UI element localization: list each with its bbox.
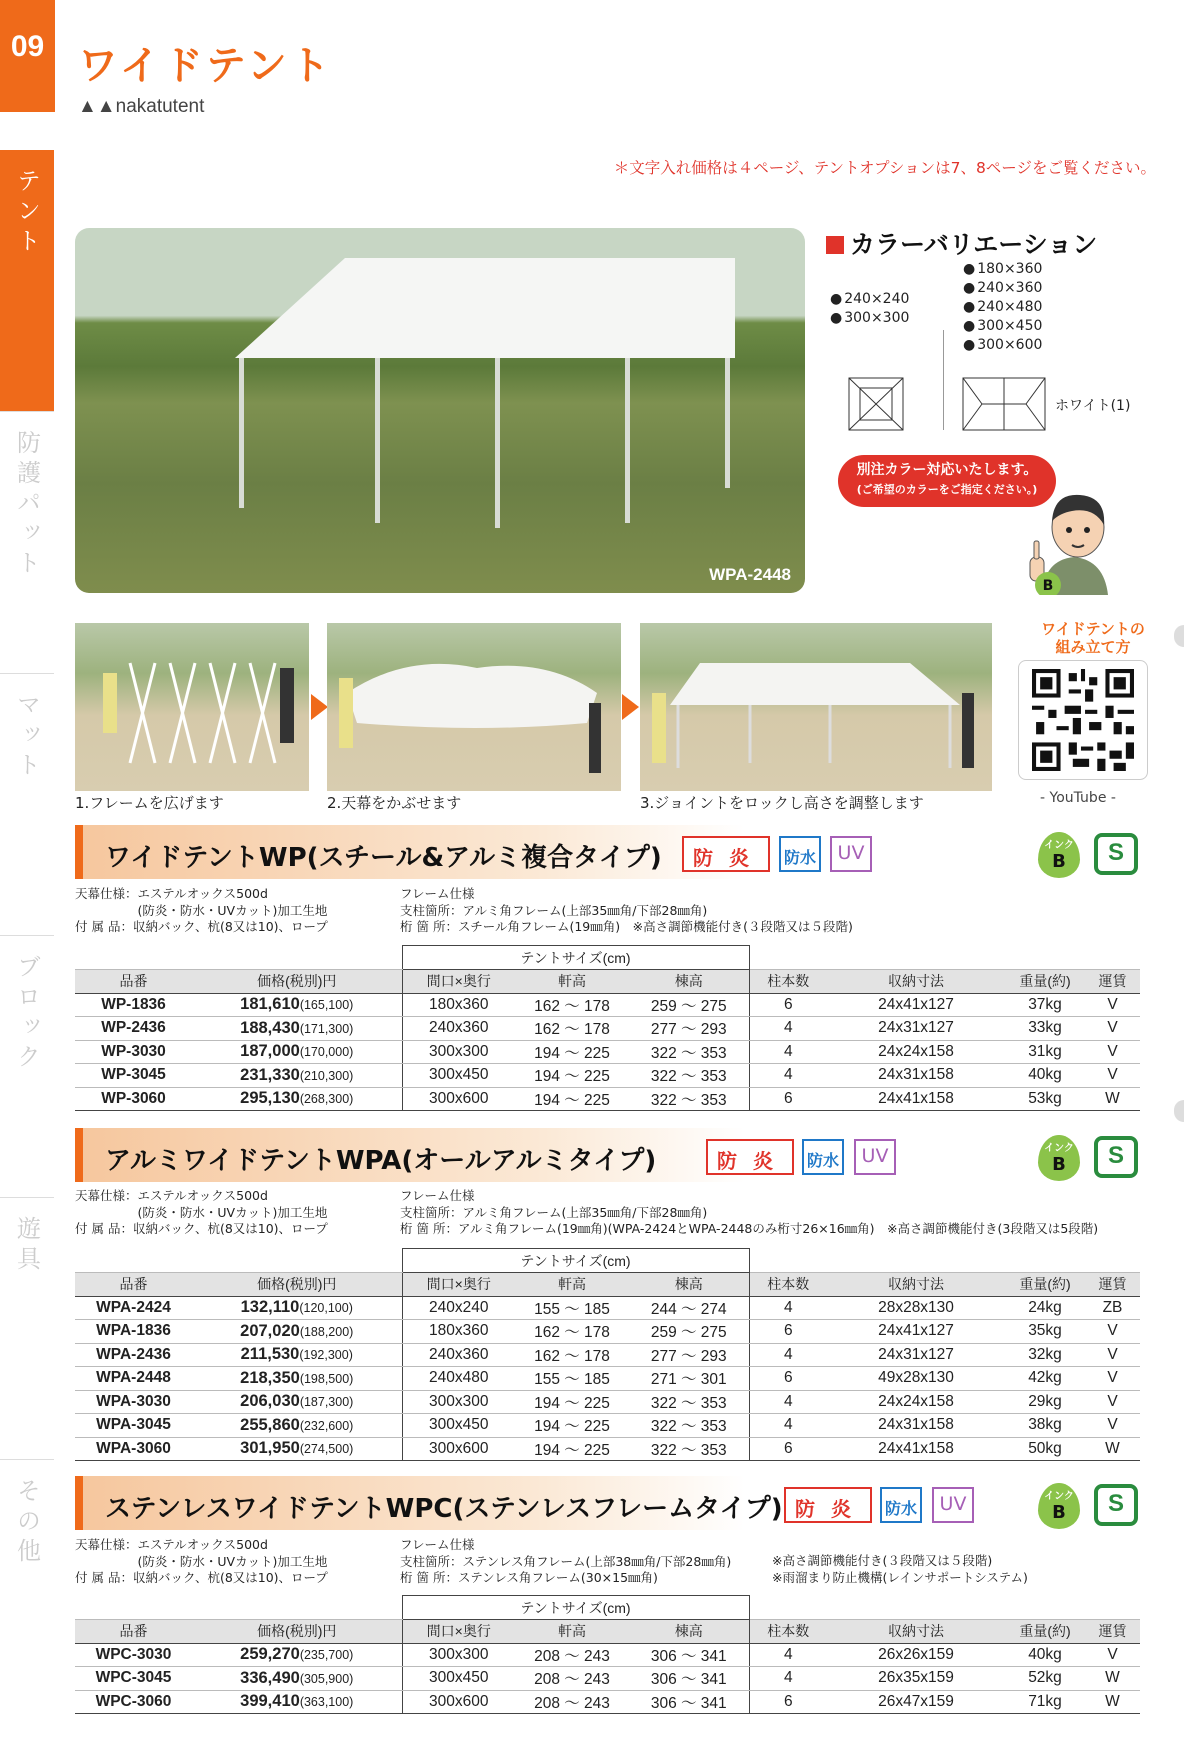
model-cell: WPA-2436 bbox=[75, 1343, 192, 1367]
col-eave: 軒高 bbox=[515, 970, 629, 994]
price-cell bbox=[192, 1437, 402, 1461]
table-row bbox=[75, 1017, 1140, 1041]
span-cell: 240x360 bbox=[402, 1343, 515, 1367]
col-eave: 軒高 bbox=[515, 1620, 629, 1644]
square-tent-diagram bbox=[848, 377, 904, 431]
col-weight: 重量(約) bbox=[1005, 1620, 1085, 1644]
price-excl: (171,300) bbox=[299, 1021, 354, 1036]
section-title-wpc: ステンレスワイドテントWPC(ステンレスフレームタイプ) bbox=[105, 1494, 783, 1524]
ridge-cell: 322 ～ 353 bbox=[629, 1437, 749, 1461]
price-incl: 336,490 bbox=[240, 1668, 300, 1687]
table-row bbox=[75, 1296, 1140, 1320]
mascot-character-icon bbox=[1024, 485, 1124, 595]
price-incl: 259,270 bbox=[240, 1645, 300, 1664]
col-storage: 収納寸法 bbox=[827, 970, 1005, 994]
spec-left-wpc: 天幕仕様：エステルオックス500d (防炎・防水・UVカット)加工生地 付 属 品：収納バック、杭(8又は10)、ロープ bbox=[75, 1537, 328, 1585]
ridge-cell: 277 ～ 293 bbox=[629, 1017, 749, 1041]
price-cell bbox=[192, 1087, 402, 1111]
youtube-qr-code[interactable] bbox=[1018, 660, 1148, 780]
youtube-caption: - YouTube - bbox=[1040, 790, 1116, 806]
ridge-cell: 306 ～ 341 bbox=[629, 1667, 749, 1691]
eave-cell: 162 ～ 178 bbox=[515, 1017, 629, 1041]
page-number: 09 bbox=[0, 0, 55, 112]
span-cell: 240x240 bbox=[402, 1296, 515, 1320]
eave-cell: 194 ～ 225 bbox=[515, 1414, 629, 1438]
s-mark-logo: S bbox=[1094, 1136, 1138, 1178]
eave-cell: 155 ～ 185 bbox=[515, 1296, 629, 1320]
weight-cell: 38kg bbox=[1005, 1414, 1085, 1438]
price-incl: 295,130 bbox=[240, 1089, 300, 1108]
weight-cell: 52kg bbox=[1005, 1667, 1085, 1691]
col-ridge: 棟高 bbox=[629, 970, 749, 994]
model-cell: WPA-3045 bbox=[75, 1414, 192, 1438]
storage-cell: 24x24x158 bbox=[827, 1040, 1005, 1064]
storage-cell: 24x31x158 bbox=[827, 1414, 1005, 1438]
model-cell: WPA-2424 bbox=[75, 1296, 192, 1320]
price-cell bbox=[192, 1343, 402, 1367]
ridge-cell: 322 ～ 353 bbox=[629, 1414, 749, 1438]
table-row bbox=[75, 1437, 1140, 1461]
step1-caption: 1.フレームを広げます bbox=[75, 794, 224, 812]
table-row bbox=[75, 1690, 1140, 1714]
span-cell: 300x600 bbox=[402, 1437, 515, 1461]
storage-cell: 49x28x130 bbox=[827, 1367, 1005, 1391]
col-storage: 収納寸法 bbox=[827, 1620, 1005, 1644]
model-cell: WP-2436 bbox=[75, 1017, 192, 1041]
col-weight: 重量(約) bbox=[1005, 1273, 1085, 1297]
storage-cell: 24x41x158 bbox=[827, 1087, 1005, 1111]
freight-cell: V bbox=[1085, 1414, 1140, 1438]
size-item: ● 240×360 bbox=[963, 279, 1042, 298]
col-ridge: 棟高 bbox=[629, 1620, 749, 1644]
table-wp bbox=[75, 945, 1140, 1111]
main-tent-photo bbox=[75, 228, 805, 593]
arrow-icon bbox=[311, 694, 328, 720]
freight-cell: V bbox=[1085, 1343, 1140, 1367]
storage-cell: 26x26x159 bbox=[827, 1643, 1005, 1667]
side-tabs bbox=[0, 150, 54, 1722]
storage-cell: 24x41x127 bbox=[827, 993, 1005, 1017]
tent-pole bbox=[725, 358, 730, 488]
model-cell: WPA-3060 bbox=[75, 1437, 192, 1461]
price-excl: (192,300) bbox=[299, 1348, 353, 1363]
freight-cell: V bbox=[1085, 1390, 1140, 1414]
price-excl: (274,500) bbox=[299, 1442, 354, 1457]
posts-cell: 6 bbox=[749, 1320, 827, 1344]
eave-cell: 162 ～ 178 bbox=[515, 1343, 629, 1367]
bubble-text: 別注カラー対応いたします。 bbox=[856, 462, 1038, 478]
freight-cell: W bbox=[1085, 1667, 1140, 1691]
size-item: ● 300×300 bbox=[830, 309, 909, 328]
tent-size-group-header: テントサイズ(cm) bbox=[402, 1596, 749, 1620]
weight-cell: 50kg bbox=[1005, 1437, 1085, 1461]
tab-playground[interactable]: 遊具 bbox=[0, 1198, 54, 1460]
flameproof-badge: 防炎 bbox=[784, 1487, 872, 1523]
price-excl: (305,900) bbox=[299, 1671, 354, 1686]
weight-cell: 37kg bbox=[1005, 993, 1085, 1017]
col-eave: 軒高 bbox=[515, 1273, 629, 1297]
posts-cell: 6 bbox=[749, 1087, 827, 1111]
brand-name: nakatutent bbox=[115, 96, 205, 117]
weight-cell: 71kg bbox=[1005, 1690, 1085, 1714]
ink-grade-icon: インク B bbox=[1038, 832, 1080, 878]
table-row bbox=[75, 1064, 1140, 1088]
model-cell: WPA-3030 bbox=[75, 1390, 192, 1414]
ridge-cell: 322 ～ 353 bbox=[629, 1040, 749, 1064]
freight-cell: V bbox=[1085, 1643, 1140, 1667]
bubble-subtext: (ご希望のカラーをご指定ください。) bbox=[856, 483, 1038, 496]
col-model: 品番 bbox=[75, 970, 192, 994]
square-icon bbox=[826, 236, 844, 254]
freight-cell: V bbox=[1085, 1367, 1140, 1391]
uv-badge: UV bbox=[830, 836, 872, 872]
rect-tent-diagram bbox=[962, 377, 1046, 431]
price-incl: 206,030 bbox=[240, 1392, 300, 1411]
span-cell: 300x600 bbox=[402, 1690, 515, 1714]
s-mark-logo: S bbox=[1094, 833, 1138, 875]
price-incl: 231,330 bbox=[240, 1065, 300, 1084]
price-excl: (210,300) bbox=[299, 1068, 354, 1083]
table-row bbox=[75, 1087, 1140, 1111]
ridge-cell: 306 ～ 341 bbox=[629, 1690, 749, 1714]
color-variation-title: カラーバリエーション bbox=[826, 225, 1097, 261]
eave-cell: 194 ～ 225 bbox=[515, 1064, 629, 1088]
freight-cell: V bbox=[1085, 1320, 1140, 1344]
col-freight: 運賃 bbox=[1085, 1620, 1140, 1644]
posts-cell: 4 bbox=[749, 1040, 827, 1064]
price-excl: (187,300) bbox=[299, 1395, 354, 1410]
price-cell bbox=[192, 1296, 402, 1320]
span-cell: 300x450 bbox=[402, 1667, 515, 1691]
col-price: 価格(税別)円 bbox=[192, 1273, 402, 1297]
step2-photo bbox=[327, 623, 621, 791]
weight-cell: 33kg bbox=[1005, 1017, 1085, 1041]
spec-left-wp: 天幕仕様：エステルオックス500d (防炎・防水・UVカット)加工生地 付 属 品：収納バック、杭(8又は10)、ロープ bbox=[75, 886, 328, 934]
ink-grade-icon: インク B bbox=[1038, 1135, 1080, 1181]
span-cell: 240x480 bbox=[402, 1367, 515, 1391]
price-incl: 187,000 bbox=[240, 1042, 300, 1061]
price-excl: (120,100) bbox=[299, 1301, 353, 1316]
svg-text:B: B bbox=[1042, 578, 1054, 594]
table-row bbox=[75, 1643, 1140, 1667]
waterproof-badge: 防水 bbox=[779, 836, 821, 872]
freight-cell: ZB bbox=[1085, 1296, 1140, 1320]
price-cell bbox=[192, 1064, 402, 1088]
price-incl: 181,610 bbox=[240, 995, 300, 1014]
price-cell bbox=[192, 1690, 402, 1714]
freight-cell: V bbox=[1085, 1040, 1140, 1064]
span-cell: 300x300 bbox=[402, 1643, 515, 1667]
price-cell bbox=[192, 1643, 402, 1667]
ink-grade-icon: インク B bbox=[1038, 1483, 1080, 1529]
tent-size-group-header: テントサイズ(cm) bbox=[402, 946, 749, 970]
price-excl: (268,300) bbox=[299, 1092, 354, 1107]
col-freight: 運賃 bbox=[1085, 1273, 1140, 1297]
eave-cell: 194 ～ 225 bbox=[515, 1087, 629, 1111]
weight-cell: 40kg bbox=[1005, 1064, 1085, 1088]
price-note: ＊文字入れ価格は４ページ、テントオプションは7、8ページをご覧ください。 bbox=[613, 159, 1156, 177]
table-row bbox=[75, 1390, 1140, 1414]
posts-cell: 4 bbox=[749, 1667, 827, 1691]
ridge-cell: 277 ～ 293 bbox=[629, 1343, 749, 1367]
tent-pole bbox=[375, 358, 380, 523]
storage-cell: 24x41x158 bbox=[827, 1437, 1005, 1461]
price-excl: (165,100) bbox=[299, 998, 354, 1013]
span-cell: 180x360 bbox=[402, 1320, 515, 1344]
price-cell bbox=[192, 1414, 402, 1438]
spec-left-wpa: 天幕仕様：エステルオックス500d (防炎・防水・UVカット)加工生地 付 属 品：収納バック、杭(8又は10)、ロープ bbox=[75, 1188, 328, 1236]
size-item: ● 300×600 bbox=[963, 336, 1042, 355]
weight-cell: 31kg bbox=[1005, 1040, 1085, 1064]
model-cell: WPC-3045 bbox=[75, 1667, 192, 1691]
size-list-rect bbox=[963, 260, 1042, 355]
price-excl: (232,600) bbox=[299, 1418, 354, 1433]
table-row bbox=[75, 993, 1140, 1017]
col-storage: 収納寸法 bbox=[827, 1273, 1005, 1297]
storage-cell: 24x31x158 bbox=[827, 1064, 1005, 1088]
price-excl: (188,200) bbox=[299, 1324, 354, 1339]
posts-cell: 6 bbox=[749, 1367, 827, 1391]
price-incl: 399,410 bbox=[240, 1692, 300, 1711]
weight-cell: 42kg bbox=[1005, 1367, 1085, 1391]
qr-title: ワイドテントの 組み立て方 bbox=[1041, 620, 1145, 656]
photo-label: WPA-2448 bbox=[709, 565, 791, 584]
qr-code-icon bbox=[1027, 669, 1139, 771]
price-cell bbox=[192, 1320, 402, 1344]
posts-cell: 4 bbox=[749, 1643, 827, 1667]
storage-cell: 24x31x127 bbox=[827, 1343, 1005, 1367]
waterproof-badge: 防水 bbox=[802, 1139, 844, 1175]
storage-cell: 24x31x127 bbox=[827, 1017, 1005, 1041]
s-mark-logo: S bbox=[1094, 1484, 1138, 1526]
posts-cell: 4 bbox=[749, 1064, 827, 1088]
col-model: 品番 bbox=[75, 1273, 192, 1297]
step3-photo bbox=[640, 623, 992, 791]
price-incl: 188,430 bbox=[240, 1018, 300, 1037]
freight-cell: W bbox=[1085, 1437, 1140, 1461]
posts-cell: 6 bbox=[749, 1690, 827, 1714]
col-price: 価格(税別)円 bbox=[192, 1620, 402, 1644]
span-cell: 300x300 bbox=[402, 1040, 515, 1064]
col-model: 品番 bbox=[75, 1620, 192, 1644]
uv-badge: UV bbox=[854, 1139, 896, 1175]
mountain-icon: ▲▲ bbox=[78, 96, 116, 117]
eave-cell: 162 ～ 178 bbox=[515, 993, 629, 1017]
spec-right-wpc: フレーム仕様 支柱箇所：ステンレス角フレーム(上部38㎜角/下部28㎜角) 桁 箇 所：ステンレス角フレーム(30×15㎜角) bbox=[400, 1537, 732, 1585]
storage-cell: 28x28x130 bbox=[827, 1296, 1005, 1320]
price-excl: (235,700) bbox=[299, 1648, 354, 1663]
col-ridge: 棟高 bbox=[629, 1273, 749, 1297]
price-cell bbox=[192, 1667, 402, 1691]
eave-cell: 208 ～ 243 bbox=[515, 1643, 629, 1667]
ridge-cell: 259 ～ 275 bbox=[629, 1320, 749, 1344]
uv-badge: UV bbox=[932, 1487, 974, 1523]
weight-cell: 24kg bbox=[1005, 1296, 1085, 1320]
color-white-label: ホワイト(1) bbox=[1055, 398, 1131, 414]
size-item: ● 180×360 bbox=[963, 260, 1042, 279]
size-item: ● 240×240 bbox=[830, 290, 909, 309]
price-incl: 218,350 bbox=[240, 1368, 300, 1387]
table-wpc bbox=[75, 1595, 1140, 1714]
price-incl: 301,950 bbox=[240, 1439, 300, 1458]
col-span: 間口×奥行 bbox=[402, 1620, 515, 1644]
freight-cell: V bbox=[1085, 1017, 1140, 1041]
tent-pole bbox=[239, 358, 244, 508]
step2-caption: 2.天幕をかぶせます bbox=[327, 794, 462, 812]
page-title: ワイドテント bbox=[78, 43, 333, 89]
waterproof-badge: 防水 bbox=[880, 1487, 922, 1523]
price-incl: 211,530 bbox=[240, 1345, 300, 1364]
table-row bbox=[75, 1320, 1140, 1344]
price-cell bbox=[192, 1367, 402, 1391]
table-row bbox=[75, 1367, 1140, 1391]
price-incl: 255,860 bbox=[240, 1415, 300, 1434]
spec-right-wpa: フレーム仕様 支柱箇所：アルミ角フレーム(上部35㎜角/下部28㎜角) 桁 箇 所：アルミ角フレーム(19㎜角)(WPA-2424とWPA-2448のみ桁寸26×16㎜角) ※高さ調節機能付き(3段階又は5段階) bbox=[400, 1188, 1099, 1236]
price-excl: (363,100) bbox=[299, 1695, 354, 1710]
eave-cell: 162 ～ 178 bbox=[515, 1320, 629, 1344]
eave-cell: 155 ～ 185 bbox=[515, 1367, 629, 1391]
tab-mat[interactable]: マット bbox=[0, 674, 54, 936]
freight-cell: V bbox=[1085, 993, 1140, 1017]
page-notch bbox=[1174, 1100, 1184, 1122]
tab-tent[interactable]: テント bbox=[0, 150, 54, 412]
table-row bbox=[75, 1040, 1140, 1064]
model-cell: WP-3060 bbox=[75, 1087, 192, 1111]
freight-cell: W bbox=[1085, 1087, 1140, 1111]
weight-cell: 35kg bbox=[1005, 1320, 1085, 1344]
section-title-wp: ワイドテントWP(スチール&アルミ複合タイプ) bbox=[105, 843, 662, 873]
size-item: ● 240×480 bbox=[963, 298, 1042, 317]
span-cell: 180x360 bbox=[402, 993, 515, 1017]
span-cell: 300x600 bbox=[402, 1087, 515, 1111]
posts-cell: 6 bbox=[749, 993, 827, 1017]
tent-pole bbox=[495, 358, 500, 528]
storage-cell: 24x41x127 bbox=[827, 1320, 1005, 1344]
ridge-cell: 259 ～ 275 bbox=[629, 993, 749, 1017]
eave-cell: 208 ～ 243 bbox=[515, 1667, 629, 1691]
span-cell: 240x360 bbox=[402, 1017, 515, 1041]
tent-canopy bbox=[235, 258, 735, 358]
price-incl: 132,110 bbox=[240, 1298, 300, 1317]
tab-block[interactable]: ブロック bbox=[0, 936, 54, 1198]
eave-cell: 194 ～ 225 bbox=[515, 1040, 629, 1064]
model-cell: WP-3030 bbox=[75, 1040, 192, 1064]
table-row bbox=[75, 1667, 1140, 1691]
weight-cell: 29kg bbox=[1005, 1390, 1085, 1414]
weight-cell: 40kg bbox=[1005, 1643, 1085, 1667]
posts-cell: 4 bbox=[749, 1390, 827, 1414]
page-notch bbox=[1174, 625, 1184, 647]
posts-cell: 4 bbox=[749, 1017, 827, 1041]
price-cell bbox=[192, 1390, 402, 1414]
col-posts: 柱本数 bbox=[749, 970, 827, 994]
storage-cell: 26x35x159 bbox=[827, 1667, 1005, 1691]
price-cell bbox=[192, 993, 402, 1017]
price-cell bbox=[192, 1017, 402, 1041]
price-cell bbox=[192, 1040, 402, 1064]
model-cell: WP-1836 bbox=[75, 993, 192, 1017]
price-incl: 207,020 bbox=[240, 1321, 300, 1340]
col-span: 間口×奥行 bbox=[402, 1273, 515, 1297]
eave-cell: 194 ～ 225 bbox=[515, 1390, 629, 1414]
col-price: 価格(税別)円 bbox=[192, 970, 402, 994]
ridge-cell: 306 ～ 341 bbox=[629, 1643, 749, 1667]
price-excl: (198,500) bbox=[299, 1371, 354, 1386]
col-posts: 柱本数 bbox=[749, 1273, 827, 1297]
ridge-cell: 271 ～ 301 bbox=[629, 1367, 749, 1391]
arrow-icon bbox=[622, 694, 639, 720]
table-row bbox=[75, 1414, 1140, 1438]
eave-cell: 208 ～ 243 bbox=[515, 1690, 629, 1714]
ridge-cell: 322 ～ 353 bbox=[629, 1064, 749, 1088]
divider-line bbox=[943, 330, 944, 430]
flameproof-badge: 防炎 bbox=[682, 836, 770, 872]
ridge-cell: 322 ～ 353 bbox=[629, 1087, 749, 1111]
model-cell: WP-3045 bbox=[75, 1064, 192, 1088]
model-cell: WPA-2448 bbox=[75, 1367, 192, 1391]
weight-cell: 53kg bbox=[1005, 1087, 1085, 1111]
size-list-square bbox=[830, 290, 909, 328]
spec-right-wp: フレーム仕様 支柱箇所：アルミ角フレーム(上部35㎜角/下部28㎜角) 桁 箇 所：スチール角フレーム(19㎜角) ※高さ調節機能付き(３段階又は５段階) bbox=[400, 886, 853, 934]
col-weight: 重量(約) bbox=[1005, 970, 1085, 994]
model-cell: WPC-3060 bbox=[75, 1690, 192, 1714]
posts-cell: 4 bbox=[749, 1296, 827, 1320]
tab-other[interactable]: その他 bbox=[12, 1478, 41, 1568]
tab-protect-pad[interactable]: 防護パット bbox=[0, 412, 54, 674]
spec-extra-wpc: ※高さ調節機能付き(３段階又は５段階) ※雨溜まり防止機構(レインサポートシステム) bbox=[772, 1553, 1028, 1585]
brand-logo bbox=[78, 96, 204, 118]
model-cell: WPA-1836 bbox=[75, 1320, 192, 1344]
step1-photo bbox=[75, 623, 309, 791]
table-wpa bbox=[75, 1248, 1140, 1461]
size-item: ● 300×450 bbox=[963, 317, 1042, 336]
flameproof-badge: 防炎 bbox=[706, 1139, 794, 1175]
weight-cell: 32kg bbox=[1005, 1343, 1085, 1367]
storage-cell: 26x47x159 bbox=[827, 1690, 1005, 1714]
eave-cell: 194 ～ 225 bbox=[515, 1437, 629, 1461]
ridge-cell: 322 ～ 353 bbox=[629, 1390, 749, 1414]
table-row bbox=[75, 1343, 1140, 1367]
col-posts: 柱本数 bbox=[749, 1620, 827, 1644]
tent-pole bbox=[625, 358, 630, 523]
span-cell: 300x450 bbox=[402, 1414, 515, 1438]
span-cell: 300x450 bbox=[402, 1064, 515, 1088]
freight-cell: V bbox=[1085, 1064, 1140, 1088]
posts-cell: 6 bbox=[749, 1437, 827, 1461]
price-excl: (170,000) bbox=[299, 1045, 354, 1060]
posts-cell: 4 bbox=[749, 1414, 827, 1438]
model-cell: WPC-3030 bbox=[75, 1643, 192, 1667]
storage-cell: 24x24x158 bbox=[827, 1390, 1005, 1414]
freight-cell: W bbox=[1085, 1690, 1140, 1714]
ridge-cell: 244 ～ 274 bbox=[629, 1296, 749, 1320]
col-freight: 運賃 bbox=[1085, 970, 1140, 994]
span-cell: 300x300 bbox=[402, 1390, 515, 1414]
posts-cell: 4 bbox=[749, 1343, 827, 1367]
tent-size-group-header: テントサイズ(cm) bbox=[402, 1249, 749, 1273]
col-span: 間口×奥行 bbox=[402, 970, 515, 994]
step3-caption: 3.ジョイントをロックし高さを調整します bbox=[640, 794, 924, 812]
section-title-wpa: アルミワイドテントWPA(オールアルミタイプ) bbox=[105, 1146, 657, 1176]
